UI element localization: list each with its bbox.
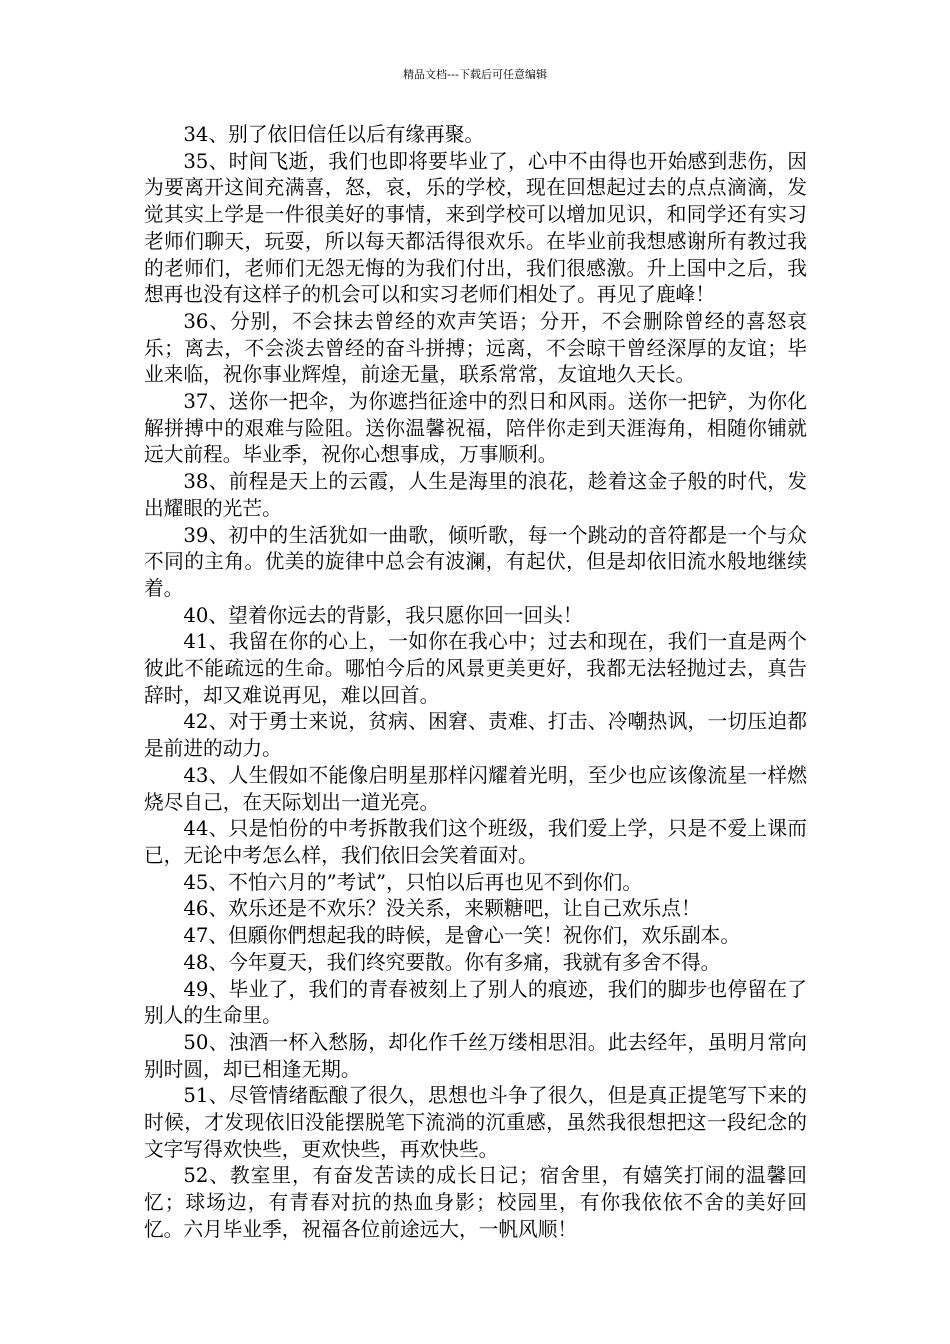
paragraph-43: 43、人生假如不能像启明星那样闪耀着光明，至少也应该像流星一样燃烧尽自己，在天际划出一道光亮。 bbox=[144, 763, 807, 814]
paragraph-37: 37、送你一把伞，为你遮挡征途中的烈日和风雨。送你一把铲，为你化解拼搏中的艰难与险阻。送你温馨祝福，陪伴你走到天涯海角，相随你铺就远大前程。毕业季，祝你心想事成，万事顺利。 bbox=[144, 390, 807, 467]
paragraph-47: 47、但願你們想起我的時候，是會心一笑！祝你们，欢乐副本。 bbox=[183, 924, 741, 948]
paragraph-42: 42、对于勇士来说，贫病、困窘、责难、打击、冷嘲热讽，一切压迫都是前进的动力。 bbox=[144, 710, 807, 761]
paragraph-40: 40、望着你远去的背影，我只愿你回一回头！ bbox=[183, 603, 583, 627]
paragraph-39: 39、初中的生活犹如一曲歌，倾听歌，每一个跳动的音符都是一个与众不同的主角。优美的旋律中总会有波澜，有起伏，但是却依旧流水般地继续着。 bbox=[144, 523, 807, 600]
paragraph-45: 45、不怕六月的”考试”，只怕以后再也见不到你们。 bbox=[183, 870, 643, 894]
paragraph-41: 41、我留在你的心上，一如你在我心中；过去和现在，我们一直是两个彼此不能疏远的生命。哪怕今后的风景更美更好，我都无法轻抛过去，真告辞时，却又难说再见，难以回首。 bbox=[144, 630, 807, 707]
paragraph-50: 50、浊酒一杯入愁肠，却化作千丝万缕相思泪。此去经年，虽明月常向别时圆，却已相逢无期。 bbox=[144, 1030, 807, 1081]
document-body bbox=[144, 122, 807, 1244]
paragraph-52: 52、教室里，有奋发苦读的成长日记；宿舍里，有嬉笑打闹的温馨回忆；球场边，有青春对抗的热血身影；校园里，有你我依依不舍的美好回忆。六月毕业季，祝福各位前途远大，一帆风顺！ bbox=[144, 1164, 807, 1241]
paragraph-44: 44、只是怕份的中考拆散我们这个班级，我们爱上学，只是不爱上课而已，无论中考怎么样，我们依旧会笑着面对。 bbox=[144, 817, 807, 867]
paragraph-35: 35、时间飞逝，我们也即将要毕业了，心中不由得也开始感到悲伤，因为要离开这间充满喜，怒，哀，乐的学校，现在回想起过去的点点滴滴，发觉其实上学是一件很美好的事情，来到学校可以增加见识，和同学还有实习老师们聊天，玩耍，所以每天都活得很欢乐。在毕业前我想感谢所有教过我的老师们，老师们无怨无悔的为我们付出，我们很感激。升上国中之后，我想再也没有这样子的机会可以和实习老师们相处了。再见了鹿峰！ bbox=[144, 149, 807, 307]
paragraph-49: 49、毕业了，我们的青春被刻上了别人的痕迹，我们的脚步也停留在了别人的生命里。 bbox=[144, 977, 807, 1028]
paragraph-34: 34、别了依旧信任以后有缘再聚。 bbox=[183, 123, 485, 146]
paragraph-51: 51、尽管情绪酝酿了很久，思想也斗争了很久，但是真正提笔写下来的时候，才发现依旧没能摆脱笔下流淌的沉重感，虽然我很想把这一段纪念的文字写得欢快些，更欢快些，再欢快些。 bbox=[144, 1084, 807, 1161]
paragraph-38: 38、前程是天上的云霞，人生是海里的浪花，趁着这金子般的时代，发出耀眼的光芒。 bbox=[144, 470, 807, 520]
paragraph-46: 46、欢乐还是不欢乐？没关系，来颗糖吧，让自己欢乐点！ bbox=[183, 897, 701, 921]
paragraph-36: 36、分别，不会抹去曾经的欢声笑语；分开，不会删除曾经的喜怒哀乐；离去，不会淡去曾经的奋斗拼搏；远离，不会晾干曾经深厚的友谊；毕业来临，祝你事业辉煌，前途无量，联系常常，友谊地久天长。 bbox=[144, 309, 807, 387]
page-header: 精品文档---下载后可任意编辑 bbox=[403, 68, 547, 81]
paragraph-48: 48、今年夏天，我们终究要散。你有多痛，我就有多舍不得。 bbox=[183, 950, 721, 974]
